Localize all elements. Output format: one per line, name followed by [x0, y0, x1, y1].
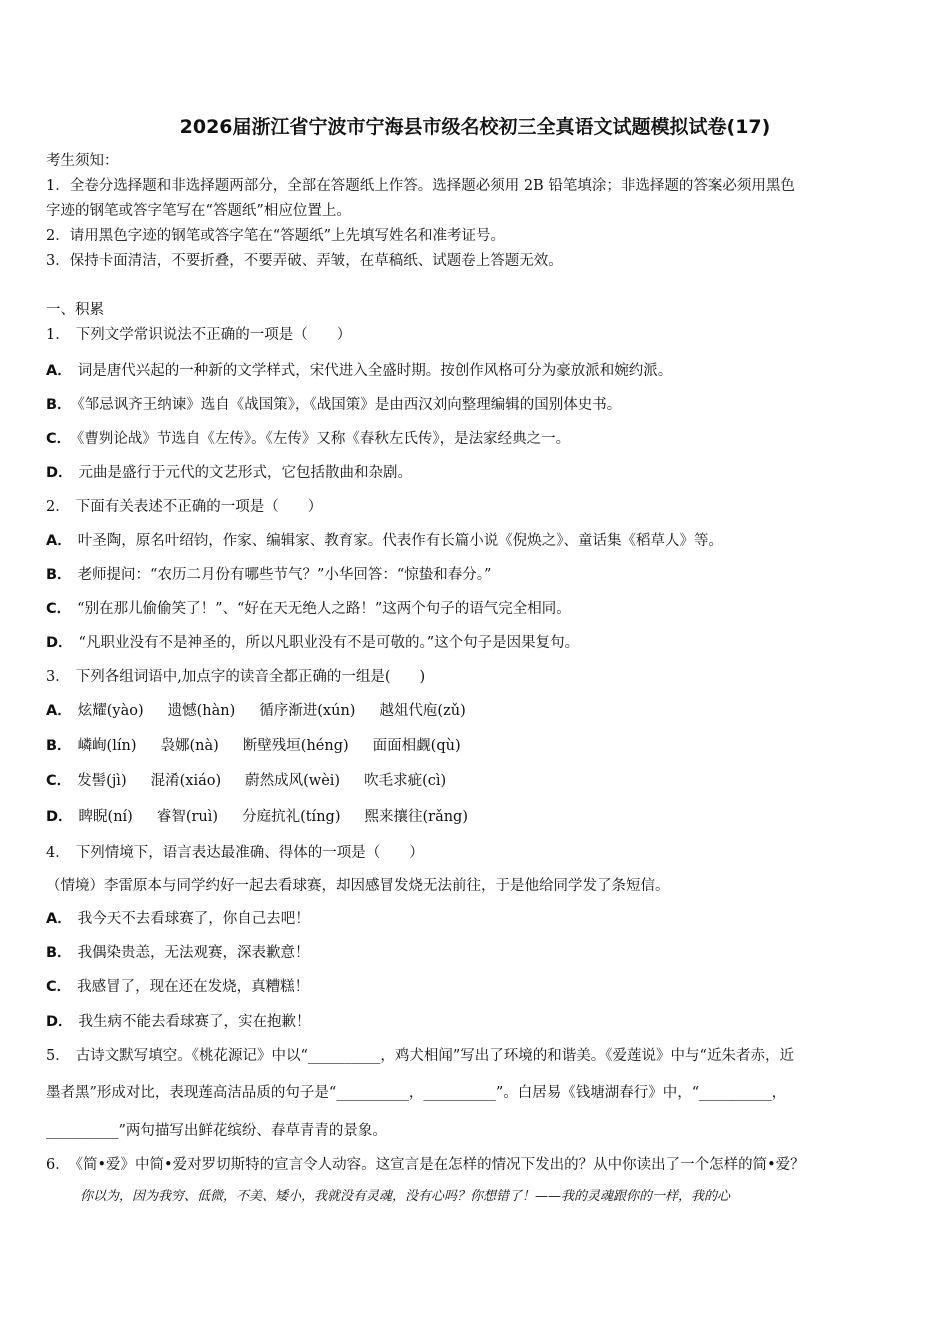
question-number: 1．	[46, 327, 70, 343]
q6-quote: 你以为，因为我穷、低微，不美、矮小，我就没有灵魂，没有心吗？你想错了！——我的灵魂跟你的一样，我的心	[80, 1189, 731, 1204]
question-text: 下列各组词语中,加点字的读音全都正确的一组是( )	[75, 669, 426, 685]
q3-option-a	[46, 701, 490, 721]
question-text: 《简•爱》中简•爱对罗切斯特的宣言令人动容。这宣言是在怎样的情况下发出的？从中你读出了一个怎样的简•爱？	[75, 1157, 805, 1173]
option-text: 我感冒了，现在还在发烧，真糟糕！	[77, 979, 310, 995]
question-number: 6．	[46, 1157, 70, 1173]
word-item: 越俎代庖(zǔ)	[379, 703, 466, 719]
q2-option-b	[46, 565, 491, 585]
option-label: B．	[46, 567, 72, 583]
question-number: 5．	[46, 1048, 70, 1064]
word-item: 嶙峋(lín)	[77, 738, 137, 754]
question-text: 下列情境下，语言表达最准确、得体的一项是（ ）	[75, 845, 424, 861]
option-label: D．	[46, 1014, 73, 1030]
notice-heading: 考生须知：	[46, 153, 119, 169]
q4-context: （情境）李雷原本与同学约好一起去看球赛，却因感冒发烧无法前往，于是他给同学发了条短信。	[46, 878, 670, 894]
option-text: “别在那儿偷偷笑了！”、“好在天无绝人之路！”这两个句子的语气完全相同。	[77, 601, 571, 617]
notice-item-1: 1．全卷分选择题和非选择题两部分，全部在答题纸上作答。选择题必须用 2B 铅笔填涂；非选择题的答案必须用黑色	[46, 178, 795, 194]
q4-option-c	[46, 977, 309, 997]
notice-item-3: 3．保持卡面清洁，不要折叠，不要弄破、弄皱，在草稿纸、试题卷上答题无效。	[46, 253, 563, 269]
word-item: 遗憾(hàn)	[167, 703, 236, 719]
option-label: D．	[46, 635, 73, 651]
notice-item-1-cont: 字迹的钢笔或答字笔写在“答题纸”相应位置上。	[46, 203, 351, 219]
option-label: C．	[46, 979, 72, 995]
word-item: 断壁残垣(héng)	[242, 738, 349, 754]
option-label: A．	[46, 911, 72, 927]
question-6-stem	[46, 1155, 805, 1175]
option-label: A．	[46, 533, 72, 549]
option-text: 我今天不去看球赛了，你自己去吧！	[77, 911, 310, 927]
question-4-stem	[46, 843, 424, 863]
option-label: A．	[46, 363, 72, 379]
word-item: 睿智(ruì)	[156, 809, 219, 825]
option-text: 老师提问：“农历二月份有哪些节气？”小华回答：“惊蛰和春分。”	[77, 567, 492, 583]
option-label: B．	[46, 397, 72, 413]
page-title: 2026届浙江省宁波市宁海县市级名校初三全真语文试题模拟试卷(17)	[179, 116, 771, 138]
option-label: A．	[46, 703, 72, 719]
word-item: 面面相觑(qù)	[372, 738, 461, 754]
question-number: 4．	[46, 845, 70, 861]
q2-option-c	[46, 599, 571, 619]
option-label: B．	[46, 738, 72, 754]
option-label: C．	[46, 773, 72, 789]
option-text: 我生病不能去看球赛了，实在抱歉！	[78, 1014, 311, 1030]
question-text: 古诗文默写填空。《桃花源记》中以“__________，鸡犬相闻”写出了环境的和谐美。《爱莲说》中与“近朱者赤，近	[75, 1048, 794, 1064]
word-item: 睥睨(ní)	[78, 809, 133, 825]
question-5-line-1	[46, 1046, 794, 1066]
q4-option-a	[46, 909, 310, 929]
question-number: 2．	[46, 499, 70, 515]
q4-option-b	[46, 943, 310, 963]
option-text: 叶圣陶，原名叶绍钧，作家、编辑家、教育家。代表作有长篇小说《倪焕之》、童话集《稻草人》等。	[77, 533, 723, 549]
q3-option-b	[46, 736, 485, 756]
option-text: “凡职业没有不是神圣的，所以凡职业没有不是可敬的。”这个句子是因果复句。	[78, 635, 580, 651]
option-label: D．	[46, 809, 73, 825]
option-label: B．	[46, 945, 72, 961]
word-item: 分庭抗礼(tíng)	[242, 809, 341, 825]
question-number: 3．	[46, 669, 70, 685]
option-text: 《曹刿论战》节选自《左传》。《左传》又称《春秋左氏传》，是法家经典之一。	[77, 431, 571, 447]
question-5-line-2: 墨者黑”形成对比，表现莲高洁品质的句子是“__________，__________”。白居易《钱塘湖春行》中，“__________，	[46, 1085, 787, 1101]
q1-option-b	[46, 395, 621, 415]
option-text: 我偶染贵恙，无法观赛，深表歉意！	[77, 945, 310, 961]
notice-item-2: 2．请用黑色字迹的钢笔或答字笔在“答题纸”上先填写姓名和准考证号。	[46, 228, 506, 244]
question-text: 下列文学常识说法不正确的一项是（ ）	[75, 327, 352, 343]
option-label: C．	[46, 431, 72, 447]
question-3-stem	[46, 667, 425, 687]
option-text: 元曲是盛行于元代的文艺形式，它包括散曲和杂剧。	[78, 465, 413, 481]
q1-option-c	[46, 429, 570, 449]
section-heading: 一、积累	[46, 302, 104, 318]
option-text: 词是唐代兴起的一种新的文学样式，宋代进入全盛时期。按创作风格可分为豪放派和婉约派。	[77, 363, 673, 379]
question-text: 下面有关表述不正确的一项是（ ）	[75, 499, 323, 515]
q3-option-d	[46, 807, 492, 827]
q3-option-c	[46, 771, 470, 791]
word-item: 循序渐进(xún)	[259, 703, 356, 719]
q1-option-a	[46, 361, 672, 381]
option-label: D．	[46, 465, 73, 481]
word-item: 熙来攘往(rǎng)	[364, 809, 468, 825]
q2-option-d	[46, 633, 579, 653]
word-item: 袅娜(nà)	[160, 738, 219, 754]
q4-option-d	[46, 1012, 311, 1032]
word-item: 炫耀(yào)	[77, 703, 144, 719]
question-2-stem	[46, 497, 322, 517]
question-1-stem	[46, 325, 351, 345]
word-item: 蔚然成风(wèi)	[245, 773, 341, 789]
question-5-line-3: __________”两句描写出鲜花缤纷、春草青青的景象。	[46, 1123, 387, 1139]
word-item: 吹毛求疵(cì)	[364, 773, 447, 789]
word-item: 发髻(jì)	[77, 773, 127, 789]
option-text: 《邹忌讽齐王纳谏》选自《战国策》，《战国策》是由西汉刘向整理编辑的国别体史书。	[77, 397, 622, 413]
word-item: 混淆(xiáo)	[150, 773, 222, 789]
option-label: C．	[46, 601, 72, 617]
q1-option-d	[46, 463, 412, 483]
q2-option-a	[46, 531, 723, 551]
